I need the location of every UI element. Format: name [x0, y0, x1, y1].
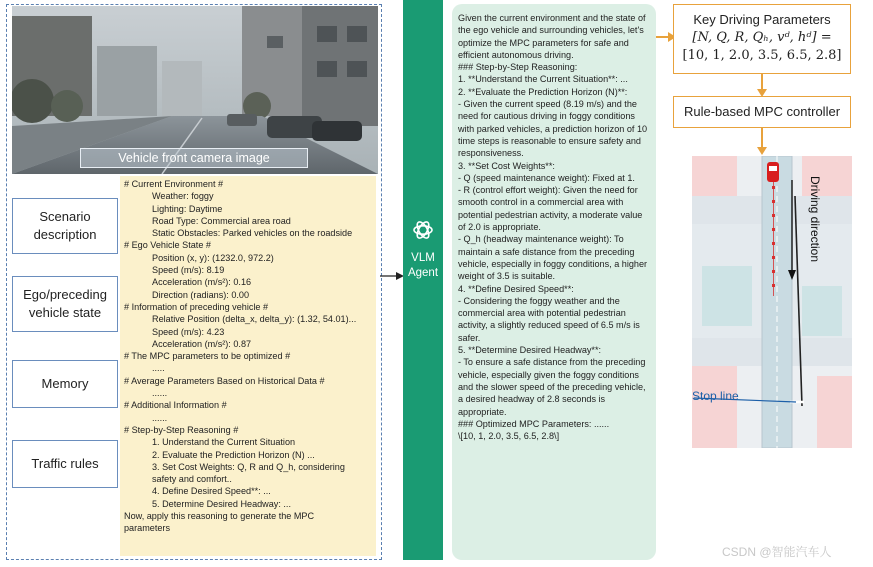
prompt-line: Now, apply this reasoning to generate the MPC: [124, 511, 315, 522]
reasoning-output: [452, 4, 656, 560]
prompt-line: 3. Set Cost Weights: Q, R and Q_h, considering: [152, 461, 345, 472]
key-parameters-values: [10, 1, 2.0, 3.5, 6.5, 2.8]: [682, 48, 842, 63]
controller-to-map-arrow: [755, 128, 769, 156]
reasoning-paragraph: 2. **Evaluate the Prediction Horizon (N)**:: [458, 86, 628, 97]
watermark: CSDN @智能汽车人: [722, 545, 832, 559]
prompt-line: 1. Understand the Current Situation: [152, 437, 296, 448]
prompt-line: Direction (radians): 0.00: [152, 289, 250, 300]
reasoning-paragraph: ### Step-by-Step Reasoning:: [458, 62, 578, 73]
reasoning-paragraph: - Considering the foggy weather and the commercial area with potential pedestrian activity, a slightly reduced speed of 6.5 m/s is safer.: [458, 295, 640, 343]
reasoning-paragraph: \[10, 1, 2.0, 3.5, 6.5, 2.8\]: [458, 431, 560, 442]
prompt-line: Road Type: Commercial area road: [152, 215, 291, 226]
driving-map: [692, 156, 852, 448]
mpc-controller-box: Rule-based MPC controller: [673, 96, 851, 128]
prompt-line: 4. Define Desired Speed**: ...: [152, 486, 271, 497]
prompt-line: Lighting: Daytime: [152, 203, 223, 214]
openai-logo-icon: [411, 218, 435, 242]
ego-vehicle-state-box: Ego/preceding vehicle state: [12, 276, 118, 332]
prompt-line: Static Obstacles: Parked vehicles on the roadside: [152, 228, 353, 239]
prompt-line: Speed (m/s): 8.19: [152, 265, 225, 276]
key-parameters-box: [673, 4, 851, 74]
prompt-line: # Current Environment #: [124, 179, 224, 189]
prompt-line: parameters: [124, 523, 170, 534]
stop-line-label: Stop line: [692, 389, 739, 403]
prompt-line: ......: [152, 412, 168, 423]
reasoning-paragraph: Given the current environment and the state of the ego vehicle and surrounding vehicles, let's optimize the MPC parameters for safe and efficient autonomous driving.: [458, 13, 646, 60]
reasoning-paragraph: 4. **Define Desired Speed**:: [458, 283, 574, 294]
prompt-line: Speed (m/s): 4.23: [152, 326, 225, 337]
prompt-line: Weather: foggy: [152, 191, 214, 202]
reasoning-paragraph: 3. **Set Cost Weights**:: [458, 160, 555, 171]
reasoning-paragraph: - To ensure a safe distance from the preceding vehicle, especially given the foggy conditions and the slower speed of the preceding vehicle, a desired headway of 2.8 seconds is appropriate.: [458, 357, 646, 417]
reasoning-paragraph: - Q (speed maintenance weight): Fixed at 1.: [458, 172, 635, 183]
prompt-line: Acceleration (m/s²): 0.87: [152, 338, 252, 349]
prompt-line: safety and comfort..: [152, 474, 232, 485]
scenario-description-box: Scenario description: [12, 198, 118, 254]
prompt-line: 5. Determine Desired Headway: ...: [152, 498, 291, 509]
prompt-line: Relative Position (delta_x, delta_y): (1.32, 54.01)...: [152, 314, 357, 325]
vlm-agent-label: [403, 251, 443, 281]
reasoning-paragraph: 1. **Understand the Current Situation**: ...: [458, 74, 628, 85]
agent-label-line: VLM: [411, 252, 435, 264]
prompt-line: 2. Evaluate the Prediction Horizon (N) ...: [152, 449, 315, 460]
driving-direction-label: Driving direction: [808, 176, 822, 263]
prompt-line: # Ego Vehicle State #: [124, 240, 211, 251]
prompt-text: [120, 176, 376, 556]
prompt-line: ......: [152, 388, 168, 399]
prompt-line: .....: [152, 363, 165, 374]
prompt-line: Position (x, y): (1232.0, 972.2): [152, 252, 274, 263]
prompt-line: # Additional Information #: [124, 400, 227, 411]
reasoning-paragraph: - Given the current speed (8.19 m/s) and the need for cautious driving in foggy conditions with parked vehicles, a prediction horizon of 10 time steps is reasonable to ensure safety and responsiveness.: [458, 99, 648, 159]
memory-box: Memory: [12, 360, 118, 408]
prompt-line: Acceleration (m/s²): 0.16: [152, 277, 252, 288]
prompt-line: # Average Parameters Based on Historical Data #: [124, 375, 325, 386]
reasoning-paragraph: ### Optimized MPC Parameters: ......: [458, 418, 610, 429]
reasoning-paragraph: 5. **Determine Desired Headway**:: [458, 345, 602, 356]
prompt-line: # Step-by-Step Reasoning #: [124, 424, 239, 435]
reasoning-paragraph: - R (control effort weight): Given the need for smooth control in a commercial area with potential pedestrian activity, a moderate value of 2.0 is appropriate.: [458, 185, 643, 233]
key-parameters-title: Key Driving Parameters: [693, 12, 831, 27]
agent-label-line: Agent: [407, 267, 439, 279]
camera-label: Vehicle front camera image: [80, 148, 308, 168]
params-to-controller-arrow: [755, 74, 769, 98]
prompt-to-agent-arrow: [380, 270, 404, 282]
key-parameters-formula: [N, Q, R, Qₕ, vᵈ, hᵈ] =: [692, 30, 832, 45]
prompt-line: # Information of preceding vehicle #: [124, 301, 269, 312]
reasoning-paragraph: - Q_h (headway maintenance weight): To maintain a safe distance from the preceding vehicle, especially in foggy conditions, a higher weight of 3.5 is suitable.: [458, 234, 648, 282]
traffic-rules-box: Traffic rules: [12, 440, 118, 488]
prompt-line: # The MPC parameters to be optimized #: [124, 351, 291, 362]
